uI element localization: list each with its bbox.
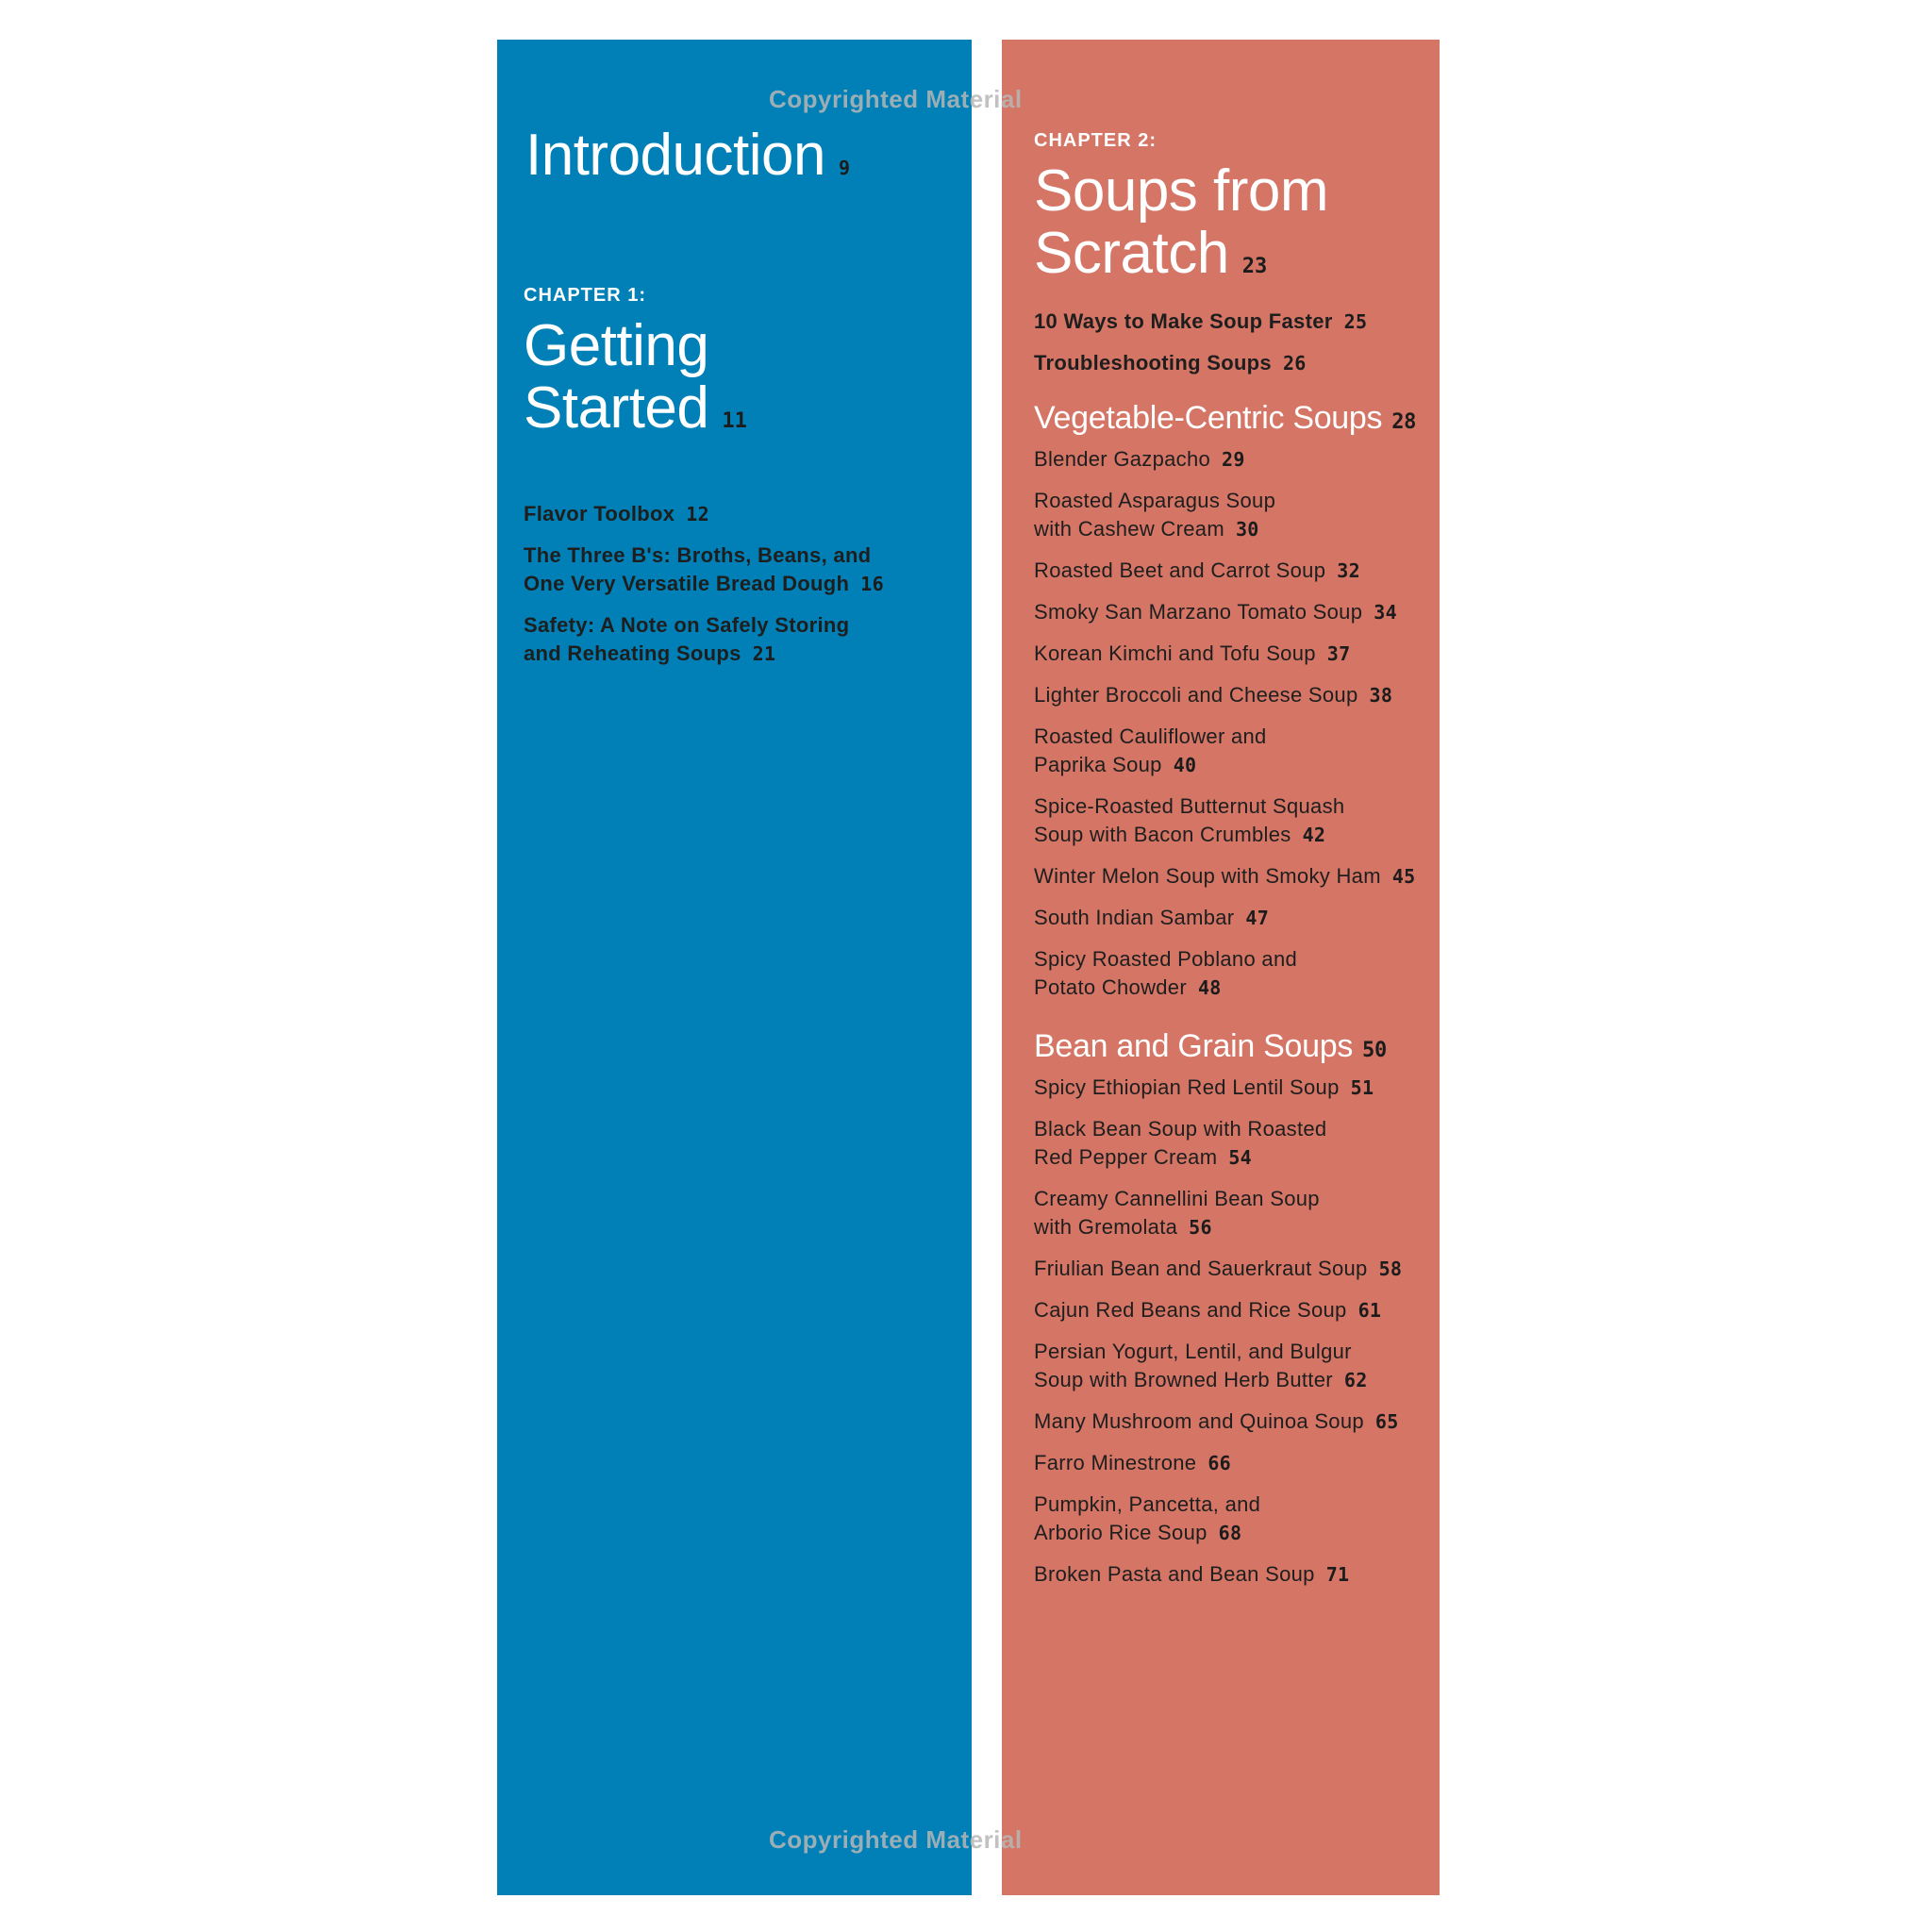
toc-entry[interactable]: [1034, 945, 1430, 1002]
toc-entry[interactable]: [524, 611, 939, 668]
watermark-bottom: Copyrighted Material: [769, 1825, 1023, 1854]
toc-entry-title: Spicy Ethiopian Red Lentil Soup: [1034, 1075, 1340, 1099]
toc-entry-title: Winter Melon Soup with Smoky Ham: [1034, 864, 1381, 888]
toc-entry[interactable]: [1034, 1296, 1430, 1324]
toc-entry-page: 34: [1374, 601, 1397, 624]
chapter2-page: 23: [1241, 255, 1268, 278]
toc-entry-title: Friulian Bean and Sauerkraut Soup: [1034, 1257, 1368, 1280]
chapter1-entry-list: [524, 500, 939, 668]
toc-entry-title: Roasted Beet and Carrot Soup: [1034, 558, 1326, 582]
toc-entry-title: 10 Ways to Make Soup Faster: [1034, 309, 1333, 333]
toc-entry-page: 42: [1302, 824, 1326, 846]
toc-entry-title: Flavor Toolbox: [524, 502, 675, 525]
toc-entry-title: Creamy Cannellini Bean Soup with Gremolata: [1034, 1187, 1320, 1239]
section-title: Vegetable-Centric Soups: [1034, 400, 1383, 436]
toc-entry-title: South Indian Sambar: [1034, 906, 1235, 929]
toc-entry[interactable]: [1034, 640, 1430, 668]
toc-entry[interactable]: [1034, 308, 1430, 336]
section-page: 28: [1391, 410, 1417, 434]
toc-entry[interactable]: [1034, 1407, 1430, 1436]
chapter2-label: CHAPTER 2:: [1034, 130, 1158, 151]
toc-entry[interactable]: [1034, 1491, 1430, 1547]
chapter1-page: 11: [722, 409, 747, 433]
toc-entry-title: Farro Minestrone: [1034, 1451, 1197, 1474]
toc-entry[interactable]: [1034, 1074, 1430, 1102]
toc-entry-title: Blender Gazpacho: [1034, 447, 1211, 471]
toc-entry[interactable]: [524, 500, 939, 528]
toc-entry[interactable]: [1034, 723, 1430, 779]
toc-entry-page: 38: [1369, 684, 1393, 707]
toc-entry-page: 25: [1343, 310, 1368, 333]
toc-entry-title: Roasted Asparagus Soup with Cashew Cream: [1034, 489, 1276, 541]
toc-entry-title: Persian Yogurt, Lentil, and Bulgur Soup with Browned Herb Butter: [1034, 1340, 1352, 1391]
section-page: 50: [1362, 1039, 1387, 1062]
chapter1-heading[interactable]: [524, 315, 747, 440]
toc-entry-page: 62: [1343, 1369, 1368, 1391]
chapter2-entry-list: [1034, 308, 1430, 1589]
toc-entry-page: 21: [752, 642, 776, 665]
toc-entry-page: 54: [1228, 1146, 1253, 1169]
section-title: Bean and Grain Soups: [1034, 1028, 1354, 1064]
chapter1-title-line1: Getting: [524, 313, 709, 378]
toc-entry[interactable]: [1034, 557, 1430, 585]
chapter1-title-line2: Started: [524, 375, 709, 441]
intro-heading[interactable]: [525, 123, 851, 188]
chapter2-title-line1: Soups from: [1034, 158, 1329, 224]
toc-entry[interactable]: [1034, 598, 1430, 626]
toc-entry-title: Korean Kimchi and Tofu Soup: [1034, 641, 1316, 665]
toc-entry-page: 56: [1189, 1216, 1212, 1239]
toc-entry[interactable]: [1034, 487, 1430, 543]
toc-entry-title: Spicy Roasted Poblano and Potato Chowder: [1034, 947, 1298, 999]
toc-entry-page: 48: [1197, 976, 1222, 999]
toc-entry-title: Lighter Broccoli and Cheese Soup: [1034, 683, 1358, 707]
toc-entry-page: 40: [1173, 754, 1197, 776]
toc-entry[interactable]: [1034, 349, 1430, 377]
toc-entry-page: 37: [1326, 642, 1351, 665]
intro-title: Introduction: [525, 123, 825, 188]
toc-entry[interactable]: [1034, 681, 1430, 709]
toc-entry-page: 12: [686, 503, 709, 525]
toc-entry-page: 58: [1378, 1257, 1403, 1280]
toc-entry-page: 26: [1282, 352, 1307, 375]
toc-entry[interactable]: [1034, 792, 1430, 849]
toc-entry-title: Spice-Roasted Butternut Squash Soup with Bacon Crumbles: [1034, 794, 1345, 846]
toc-entry-title: Troubleshooting Soups: [1034, 351, 1272, 375]
toc-entry-title: Safety: A Note on Safely Storing and Reheating Soups: [524, 613, 850, 665]
toc-entry-title: Black Bean Soup with Roasted Red Pepper Cream: [1034, 1117, 1327, 1169]
toc-entry-page: 66: [1208, 1452, 1231, 1474]
toc-entry-page: 68: [1218, 1522, 1242, 1544]
toc-entry-page: 47: [1245, 907, 1270, 929]
toc-entry-title: Roasted Cauliflower and Paprika Soup: [1034, 724, 1267, 776]
toc-entry-title: Many Mushroom and Quinoa Soup: [1034, 1409, 1364, 1433]
toc-entry-page: 61: [1357, 1299, 1382, 1322]
chapter1-label: CHAPTER 1:: [524, 285, 647, 306]
toc-entry-page: 29: [1222, 448, 1245, 471]
toc-entry-page: 71: [1325, 1563, 1350, 1586]
toc-entry-page: 30: [1235, 518, 1259, 541]
toc-entry[interactable]: [1034, 1255, 1430, 1283]
toc-entry-title: Smoky San Marzano Tomato Soup: [1034, 600, 1363, 624]
right-panel: [1002, 40, 1440, 1895]
toc-entry-title: The Three B's: Broths, Beans, and One Very Versatile Bread Dough: [524, 543, 872, 595]
toc-entry-page: 65: [1374, 1410, 1399, 1433]
toc-entry-page: 16: [860, 573, 884, 595]
toc-entry-page: 45: [1391, 865, 1416, 888]
toc-entry-page: 51: [1350, 1076, 1374, 1099]
toc-entry-title: Pumpkin, Pancetta, and Arborio Rice Soup: [1034, 1492, 1261, 1544]
toc-entry[interactable]: [1034, 862, 1430, 891]
left-panel: [497, 40, 972, 1895]
chapter2-title-line2: Scratch: [1034, 221, 1229, 286]
watermark-top: Copyrighted Material: [769, 85, 1023, 113]
intro-page: 9: [839, 157, 851, 179]
toc-entry[interactable]: [1034, 904, 1430, 932]
toc-entry-title: Broken Pasta and Bean Soup: [1034, 1562, 1315, 1586]
section-heading[interactable]: [1034, 1030, 1430, 1062]
toc-entry[interactable]: [1034, 1115, 1430, 1172]
chapter2-heading[interactable]: [1034, 160, 1328, 285]
toc-entry-page: 32: [1337, 559, 1360, 582]
toc-entry[interactable]: [1034, 445, 1430, 474]
toc-entry[interactable]: [1034, 1338, 1430, 1394]
toc-entry-title: Cajun Red Beans and Rice Soup: [1034, 1298, 1347, 1322]
toc-entry[interactable]: [1034, 1449, 1430, 1477]
section-heading[interactable]: [1034, 402, 1430, 434]
toc-entry[interactable]: [1034, 1185, 1430, 1241]
toc-entry[interactable]: [1034, 1560, 1430, 1589]
toc-entry[interactable]: [524, 541, 939, 598]
